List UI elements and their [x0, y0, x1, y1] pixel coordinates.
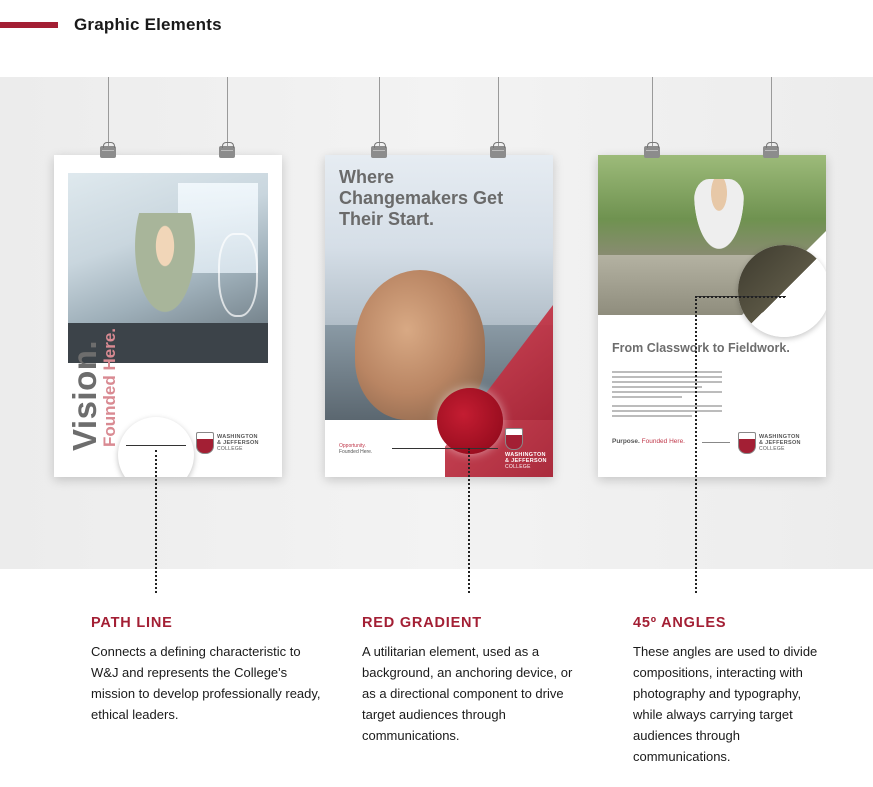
caption-body: A utilitarian element, used as a background, an anchoring device, or as a directional component to drive target audiences through communications.	[362, 644, 573, 743]
page-title: Graphic Elements	[74, 15, 222, 34]
poster-changemakers	[325, 155, 553, 477]
poster-headline-sub: Founded Here.	[100, 327, 119, 447]
leader-line-path	[155, 450, 157, 593]
hanging-string	[108, 77, 109, 147]
path-line	[126, 445, 186, 446]
poster-tag-line2: Founded Here.	[339, 449, 373, 455]
body-text-placeholder	[612, 396, 682, 398]
caption-body: These angles are used to divide compositions, interacting with photography and typography, while always carrying target audiences through communications.	[633, 644, 818, 764]
poster-purpose-line: Purpose. Founded Here.	[612, 438, 685, 445]
angle-circle	[738, 245, 826, 337]
red-gradient-circle	[437, 388, 503, 454]
caption-45-angles	[633, 615, 833, 767]
divider	[702, 442, 730, 443]
leader-line-gradient	[468, 448, 470, 593]
binder-clip-icon	[644, 146, 660, 158]
body-text-placeholder	[612, 376, 722, 378]
poster-vision	[54, 155, 282, 477]
college-logo: WASHINGTON & JEFFERSON COLLEGE	[505, 428, 547, 470]
caption-title: PATH LINE	[91, 615, 173, 631]
college-logo: WASHINGTON & JEFFERSON COLLEGE	[738, 432, 801, 454]
college-logo: WASHINGTON & JEFFERSON COLLEGE	[196, 432, 259, 454]
shield-icon	[505, 428, 523, 450]
body-text-placeholder	[612, 386, 702, 388]
binder-clip-icon	[371, 146, 387, 158]
hanging-string	[652, 77, 653, 147]
poster-headline: Where Changemakers Get Their Start.	[339, 167, 504, 229]
poster-headline: From Classwork to Fieldwork.	[612, 341, 790, 355]
caption-path-line	[91, 615, 321, 725]
body-text-placeholder	[612, 405, 722, 407]
body-text-placeholder	[612, 371, 722, 373]
binder-clip-icon	[763, 146, 779, 158]
binder-clip-icon	[100, 146, 116, 158]
poster-photo-lab	[68, 173, 268, 363]
caption-title: RED GRADIENT	[362, 615, 482, 631]
caption-body: Connects a defining characteristic to W&J and represents the College's mission to develop professionally ready, ethical leaders.	[91, 644, 321, 722]
binder-clip-icon	[490, 146, 506, 158]
poster-headline-main: Vision.	[66, 339, 103, 451]
caption-title: 45º ANGLES	[633, 615, 727, 631]
leader-line-angles	[695, 296, 697, 593]
hanging-string	[771, 77, 772, 147]
path-line	[392, 448, 498, 449]
poster-fieldwork	[598, 155, 826, 477]
shield-icon	[196, 432, 214, 454]
body-text-placeholder	[612, 410, 722, 412]
caption-red-gradient	[362, 615, 584, 746]
header-accent-bar	[0, 22, 58, 28]
hanging-string	[227, 77, 228, 147]
body-text-placeholder	[612, 381, 722, 383]
hanging-string	[498, 77, 499, 147]
hanging-string	[379, 77, 380, 147]
body-text-placeholder	[612, 391, 722, 393]
binder-clip-icon	[219, 146, 235, 158]
leader-line-angles-horizontal	[695, 296, 785, 298]
poster-tag-line1: Opportunity.	[339, 443, 366, 449]
shield-icon	[738, 432, 756, 454]
body-text-placeholder	[612, 415, 692, 417]
